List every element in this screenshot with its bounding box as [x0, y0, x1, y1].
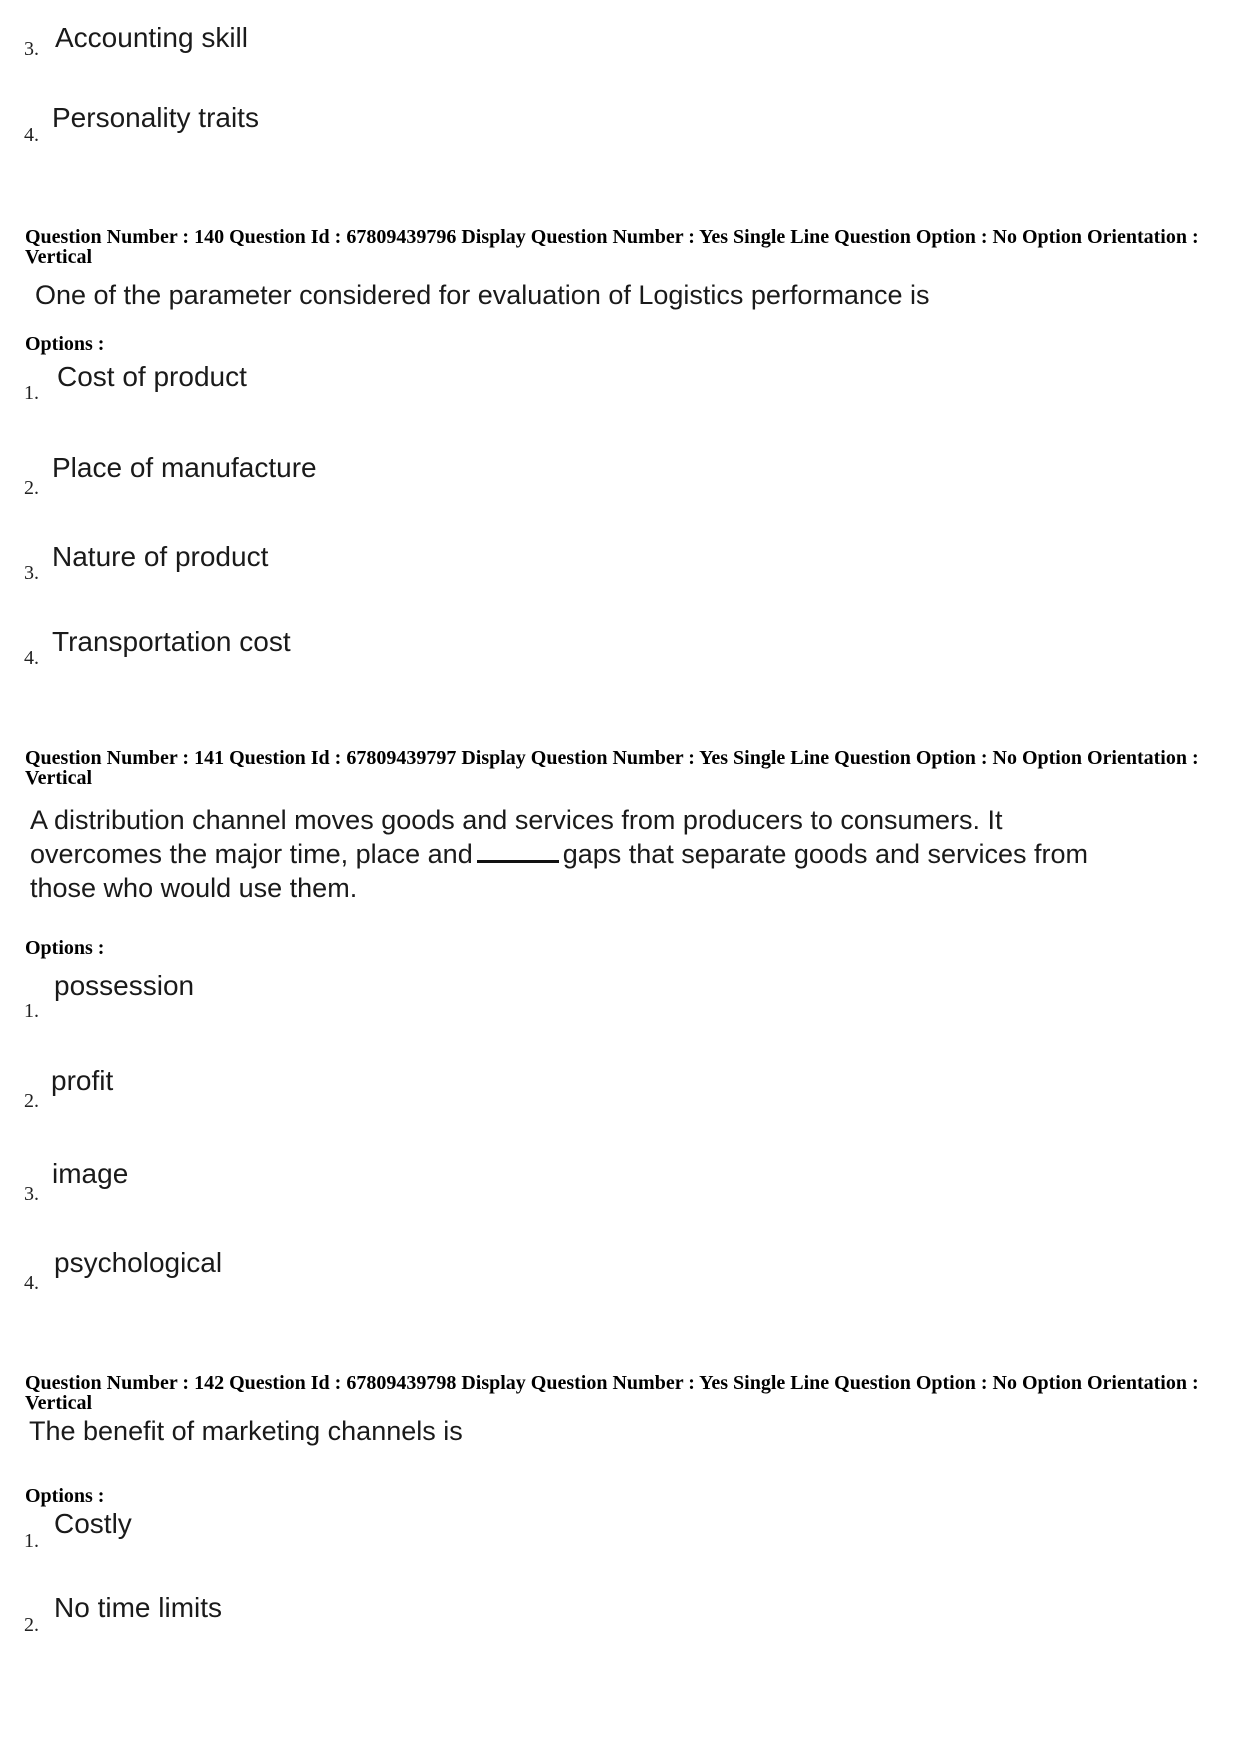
options-label: Options :	[25, 333, 105, 355]
option-number: 2.	[24, 1090, 39, 1112]
option-text: Transportation cost	[52, 626, 291, 657]
question-text-before-blank: A distribution channel moves goods and services from producers to consumers. It overcomes the major time, place and	[30, 805, 1003, 869]
fill-in-blank	[477, 838, 559, 863]
option-number: 4.	[24, 1272, 39, 1294]
question-text: One of the parameter considered for evaluation of Logistics performance is	[35, 280, 930, 310]
question-meta: Question Number : 140 Question Id : 67809439796 Display Question Number : Yes Single Line Question Option : No Option Orientation : Vertical	[25, 226, 1199, 268]
question-text: The benefit of marketing channels is	[29, 1416, 463, 1446]
options-label: Options :	[25, 1485, 105, 1507]
question-meta: Question Number : 142 Question Id : 67809439798 Display Question Number : Yes Single Line Question Option : No Option Orientation : Vertical	[25, 1372, 1199, 1414]
option-text: image	[52, 1158, 129, 1189]
option-text: possession	[54, 970, 195, 1001]
option-number: 4.	[24, 124, 39, 146]
option-text: Personality traits	[52, 102, 259, 133]
option-number: 2.	[24, 477, 39, 499]
options-label: Options :	[25, 937, 105, 959]
option-number: 1.	[24, 1000, 39, 1022]
option-number: 3.	[24, 562, 39, 584]
question-meta: Question Number : 141 Question Id : 67809439797 Display Question Number : Yes Single Line Question Option : No Option Orientation : Vertical	[25, 747, 1199, 789]
option-text: psychological	[54, 1247, 223, 1278]
option-text: Cost of product	[57, 361, 247, 392]
option-text: Accounting skill	[55, 22, 248, 53]
option-number: 1.	[24, 1530, 39, 1552]
option-number: 3.	[24, 38, 39, 60]
question-text	[30, 803, 1140, 905]
question-text-after-blank: gaps that separate goods and services from those who would use them.	[30, 839, 1089, 903]
option-text: Costly	[54, 1508, 132, 1539]
option-number: 2.	[24, 1614, 39, 1636]
option-number: 4.	[24, 647, 39, 669]
option-text: profit	[51, 1065, 114, 1096]
option-text: Place of manufacture	[52, 452, 317, 483]
option-text: Nature of product	[52, 541, 269, 572]
option-number: 1.	[24, 382, 39, 404]
option-number: 3.	[24, 1183, 39, 1205]
option-text: No time limits	[54, 1592, 223, 1623]
